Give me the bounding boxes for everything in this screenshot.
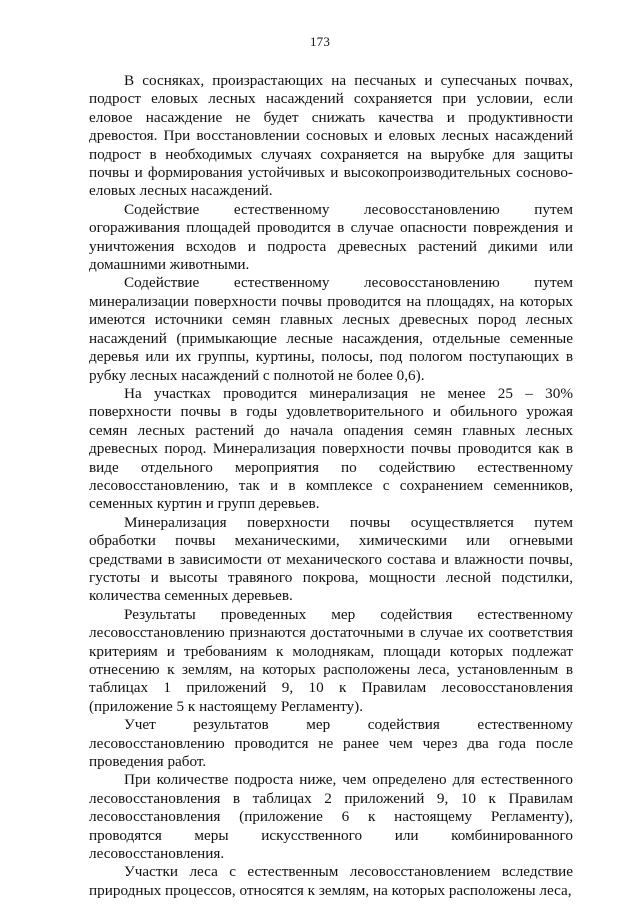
paragraph: Учет результатов мер содействия естественному лесовосстановлению проводится не ранее чем через два года после проведения работ. (89, 716, 573, 771)
paragraph: Минерализация поверхности почвы осуществляется путем обработки почвы механическими, химическими или огневыми средствами в зависимости от механического состава и влажности почвы, густоты и высоты травяного покрова, мощности лесной подстилки, количества семенных деревьев. (89, 513, 573, 605)
paragraph: При количестве подроста ниже, чем определено для естественного лесовосстановления в таблицах 2 приложений 9, 10 к Правилам лесовосстановления (приложение 6 к настоящему Регламенту), проводятся меры искусственного или комбинированного лесовосстановления. (89, 771, 573, 863)
page-number: 173 (309, 34, 331, 49)
paragraph: В сосняках, произрастающих на песчаных и супесчаных почвах, подрост еловых лесных насаждений сохраняется при условии, если еловое насаждение не будет снижать качества и продуктивности древостоя. При восстановлении сосновых и еловых лесных насаждений подрост в необходимых случаях сохраняется на вырубке для защиты почвы и формирования устойчивых и высокопроизводительных сосново-еловых лесных насаждений. (89, 72, 573, 200)
document-body (89, 72, 573, 900)
paragraph: Содействие естественному лесовосстановлению путем огораживания площадей проводится в случае опасности повреждения и уничтожения всходов и подроста древесных растений дикими или домашними животными. (89, 200, 573, 274)
paragraph: Участки леса с естественным лесовосстановлением вследствие природных процессов, относятся к землям, на которых расположены леса, (89, 863, 573, 899)
paragraph: Содействие естественному лесовосстановлению путем минерализации поверхности почвы проводится на площадях, на которых имеются источники семян главных лесных древесных пород лесных насаждений (примыкающие лесные насаждения, отдельные семенные деревья или их группы, куртины, полосы, под пологом поступающих в рубку лесных насаждений с полнотой не более 0,6). (89, 274, 573, 384)
paragraph: Результаты проведенных мер содействия естественному лесовосстановлению признаются достаточными в случае их соответствия критериям и требованиям к молоднякам, площади которых подлежат отнесению к землям, на которых расположены леса, установленным в таблицах 1 приложений 9, 10 к Правилам лесовосстановления (приложение 5 к настоящему Регламенту). (89, 605, 573, 715)
paragraph: На участках проводится минерализация не менее 25 – 30% поверхности почвы в годы удовлетворительного и обильного урожая семян лесных растений до начала опадения семян главных лесных древесных пород. Минерализация поверхности почвы проводится как в виде отдельного мероприятия по содействию естественному лесовосстановлению, так и в комплексе с сохранением семенников, семенных куртин и групп деревьев. (89, 384, 573, 513)
